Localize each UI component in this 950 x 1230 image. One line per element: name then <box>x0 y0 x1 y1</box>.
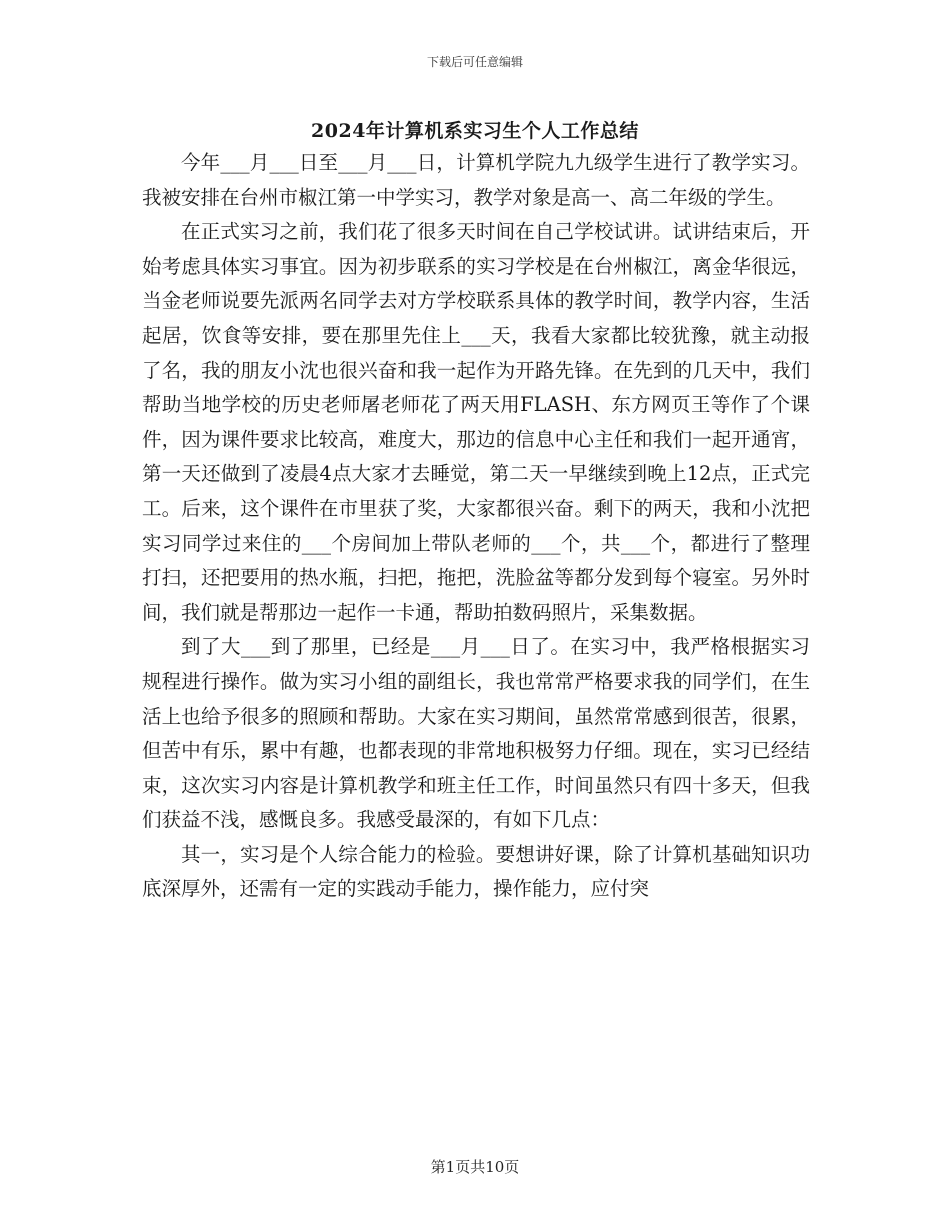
paragraph-4: 其一，实习是个人综合能力的检验。要想讲好课，除了计算机基础知识功底深厚外，还需有一定的实践动手能力，操作能力，应付突 <box>142 842 810 901</box>
document-title: 2024年计算机系实习生个人工作总结 <box>311 120 639 142</box>
page-footer: 第1页共10页 <box>430 1158 520 1176</box>
header-note: 下载后可任意编辑 <box>426 55 523 69</box>
paragraph-1: 今年___月___日至___月___日，计算机学院九九级学生进行了教学实习。我被安排在台州市椒江第一中学实习，教学对象是高一、高二年级的学生。 <box>142 151 810 209</box>
paragraph-2: 在正式实习之前，我们花了很多天时间在自己学校试讲。试讲结束后，开始考虑具体实习事宜。因为初步联系的实习学校是在台州椒江，离金华很远，当金老师说要先派两名同学去对方学校联系具体的教学时间，教学内容，生活起居，饮食等安排，要在那里先住上___天，我看大家都比较犹豫，就主动报了名，我的朋友小沈也很兴奋和我一起作为开路先锋。在先到的几天中，我们帮助当地学校的历史老师屠老师花了两天用FLASH、东方网页王等作了个课件，因为课件要求比较高，难度大，那边的信息中心主任和我们一起开通宵，第一天还做到了凌晨4点大家才去睡觉，第二天一早继续到晚上12点，正式完工。后来，这个课件在市里获了奖，大家都很兴奋。剩下的两天，我和小沈把实习同学过来住的___个房间加上带队老师的___个，共___个，都进行了整理打扫，还把要用的热水瓶，扫把，拖把，洗脸盆等都分发到每个寝室。另外时间，我们就是帮那边一起作一卡通，帮助拍数码照片，采集数据。 <box>142 220 810 624</box>
document-body <box>142 146 810 907</box>
paragraph-3: 到了大___到了那里，已经是___月___日了。在实习中，我严格根据实习规程进行操作。做为实习小组的副组长，我也常常严格要求我的同学们，在生活上也给予很多的照顾和帮助。大家在实习期间，虽然常常感到很苦，很累，但苦中有乐，累中有趣，也都表现的非常地积极努力仔细。现在，实习已经结束，这次实习内容是计算机教学和班主任工作，时间虽然只有四十多天，但我们获益不浅，感慨良多。我感受最深的，有如下几点： <box>142 635 810 832</box>
